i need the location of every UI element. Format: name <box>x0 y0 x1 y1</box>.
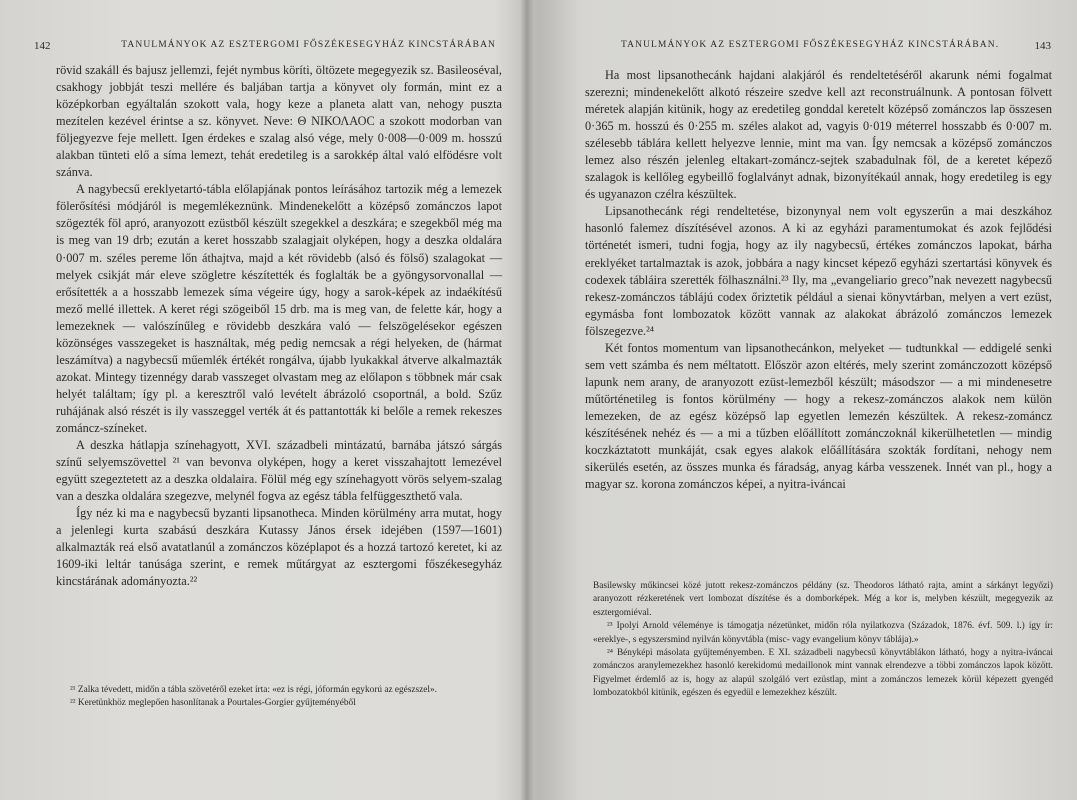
book-gutter <box>520 0 534 800</box>
right-body-text <box>585 67 1052 493</box>
right-page-number: 143 <box>1034 40 1051 52</box>
right-footnote-23: ²³ Ipolyi Arnold véleménye is támogatja nézetünket, midőn róla nyilatkozva (Századok, 1876. évf. 509. l.) így ír: «ereklye-, s egyszersmind nyilván könyvtábla (misc- vagy evangelium könyv táblája).» <box>593 621 1053 645</box>
left-running-title: TANULMÁNYOK AZ ESZTERGOMI FŐSZÉKESEGYHÁZ KINCSTÁRÁBAN <box>121 40 496 50</box>
right-running-title: TANULMÁNYOK AZ ESZTERGOMI FŐSZÉKESEGYHÁZ KINCSTÁRÁBAN. <box>621 40 1000 50</box>
left-paragraph-1: rövid szakáll és bajusz jellemzi, fejét nymbus köríti, öltözete megegyezik sz. Basileoséval, csakhogy jobbját teszi mellére és baljában tartja a könyvet oly formán, mint ez a középkorban egyáltalán szokott vala, hogy keze a planeta alatt van, nehogy puszta mezítelen kezével érintse a sz. könyvet. Neve: Θ ΝΙΚΟΛΑΟC a szokott modorban van följegyezve feje mellett. Igen érdekes e szalag alsó vége, mely 0·008—0·009 m. hosszú alakban tünteti elő a síma lemezt, tehát eredetileg is a sarokkép által való elfödésre volt szánva. <box>56 63 502 180</box>
left-footnote-22: ²² Keretünkhöz meglepően hasonlítanak a Pourtales-Gorgier gyűjteményéből <box>70 698 356 709</box>
right-page <box>534 0 1077 800</box>
left-paragraph-2: A nagybecsű ereklyetartó-tábla előlapjának pontos leírásához tartozik még a lemezek fölerősítési módjáról is megemlékeznünk. Mindenekelőtt a középső zománczos lapot szögezték föl apró, aranyozott ezüstből készült szegekkel a deszkára; e szegekből még ma is meg van 19 drb; ezután a keret hosszabb szalagjait olyképen, hogy a deszka oldalára 0·007 m. széles pereme lőn áthajtva, majd a két rövidebb (alsó és fölső) szalagokat — melyek csikját már eleve szögletre készítették és foglalták be a gyöngysorvonallal — erősítették a a hosszabb lemezek síma végeire úgy, hogy a sarok-képek az indaékítésű mező mellé illettek. A keret régi szögeiből 15 drb. ma is meg van, de felette kár, hogy a lemezeknek — valószínűleg e rövidebb deszkára való — felszögelésekor egészen közönséges vasszegeket is használtak, még pedig nemcsak a régi helyeken, de (hármat leszámítva) a nagybecsű műemlék értékét rongálva, újabb lyukakkal átverve alkalmazták azokat. Mintegy tizennégy darab vasszeget olvastam meg az előlapon s többnek már csak helyét találtam; így pl. a keresztről való levételt ábrázoló csoportnál, a bold. Szűz ruhájának alsó részét is ily vasszeggel verték át és pattantották ki belőle a remek rekeszes zománcz-színeket. <box>56 182 502 435</box>
left-footnote-21: ²¹ Zalka tévedett, midőn a tábla szövetéről ezeket írta: «ez is régi, jóformán egykorú az egészszel». <box>70 685 437 695</box>
left-page <box>0 0 520 800</box>
left-body-text <box>56 62 502 590</box>
right-footnotes <box>593 580 1053 701</box>
right-footnote-24: ²⁴ Bényképi másolata gyűjteményemben. E XI. századbeli nagybecsű könyvtáblákon látható, hogy a nyitra-iváncai zománczos aranylemezekhez hasonló kerekidomú medaillonok mint vannak elrendezve a többi zománczos lapok között. Figyelmet érdemlő az is, hogy az alapúl szolgáló vert ezüstlap, mint a zománczos lemezek körül képezett gyengéd lombozatokból kitünik, egészen és egyedül e lemezekhez készült. <box>593 648 1053 699</box>
right-footnote-22-continued: Basilewsky műkincsei közé jutott rekesz-zománczos példány (sz. Theodoros látható rajta, amint a sárkányt legyőzi) aranyozott rézkeretének vert lombozat díszítése és a domborképek. Még a kor is, melyben készült, megegyezik az esztergomiéval. <box>593 581 1053 618</box>
right-paragraph-2: Lipsanothecánk régi rendeltetése, bizonynyal nem volt egyszerűn a mai deszkához hasonló falemez díszítésével azonos. A ki az egyházi paramentumokat és azok fejlődési történetét ismeri, tudni fogja, hogy az ily nagybecsű, értékes zománczos lapokat, bárha ereklyéket tartalmaztak is azok, jobbára a nagy kincset képező egyházi szertartási könyvek és codexek tábláira szerették fölhasználni.²³ Ily, ma „evangeliario greco”nak nevezett nagybecsű rekesz-zománczos táblájú codex őriztetik például a sienai könyvtárban, melyen a vert ezüst, egymásba font lombozatok között vannak az alakokat ábrázoló zománczos lemezek fölszegezve.²⁴ <box>585 204 1052 338</box>
right-paragraph-1: Ha most lipsanothecánk hajdani alakjáról és rendeltetéséről akarunk némi fogalmat szerezni; mindenekelőtt alkotó részeire szedve kell azt reconstruálnunk. A pontosan fölvett méretek alapján kitünik, hogy az eredetileg gonddal keretelt középső zománczos lap összesen 0·365 m. hosszú és 0·255 m. széles alakot ad, vagyis 0·019 méterrel hosszabb és 0·007 m. szélesebb táblára kellett helyezve lennie, mint ma van. Így nemcsak a középső zománczos lemez also részén jelenleg eltakart-zománcz-sejtek szabadulnak föl, de a keretet képező szalagok is kellőleg egybeillő foglalványt adnak, bizonyítéka​úl annak, hogy eredetileg is egy és ugyanazon czélra készültek. <box>585 68 1052 202</box>
left-running-head <box>34 40 496 52</box>
left-page-number: 142 <box>34 40 51 52</box>
left-paragraph-4: Így néz ki ma e nagybecsű byzanti lipsanotheca. Minden körülmény arra mutat, hogy a jelenlegi kurta szabású deszkára Kutassy János érsek idejében (1597—1601) alkalmazták reá első avatatlanúl a zománczos középlapot és a hozzá tartozó keretet, ki az 1609-iki leltár tanúsága szerint, e remek műtárgyat az esztergomi főszékesegyház kincstárának adományozta.²² <box>56 506 502 589</box>
left-footnotes <box>56 684 502 711</box>
right-running-head <box>621 40 1051 52</box>
left-paragraph-3: A deszka hátlapja színehagyott, XVI. századbeli mintázatú, barnába játszó sárgás színű selyemszövettel ²¹ van bevonva olyképen, hogy a keret visszahajtott lemezével együtt szegeztetett az a deszka oldalaira. Fölül még egy színehagyott vörös selyem-szalag van a deszka oldalára szegezve, melynél fogva az egész tábla felfüggeszthető vala. <box>56 438 502 504</box>
right-paragraph-3: Két fontos momentum van lipsanothecánkon, melyeket — tudtunkkal — eddigelé senki sem vett számba és nem méltatott. Először azon eltérés, mely szerint zománczozott középső lapunk nem arany, de aranyozott ezüst-lemezből készült; másodszor — a mi mindenesetre műtörténetileg is fontos körülmény — hogy a rekesz-zománczos alakok nem külön lemezeken, de az egész középső lap egyetlen lemezén készültek. A rekesz-zománcz készítésének nehéz és — a mi a tűzben előállított zománczoknál kikerülhetetlen — mindig koczkáztatott munkáját, csak egyes alakok előállítására szokták fordítani, nehogy nem sikerülés esetén, az összes munka és fáradság, anyag kárba vesszenek. Innét van pl., hogy a magyar sz. korona zománczos képei, a nyitra-iváncai <box>585 340 1052 492</box>
